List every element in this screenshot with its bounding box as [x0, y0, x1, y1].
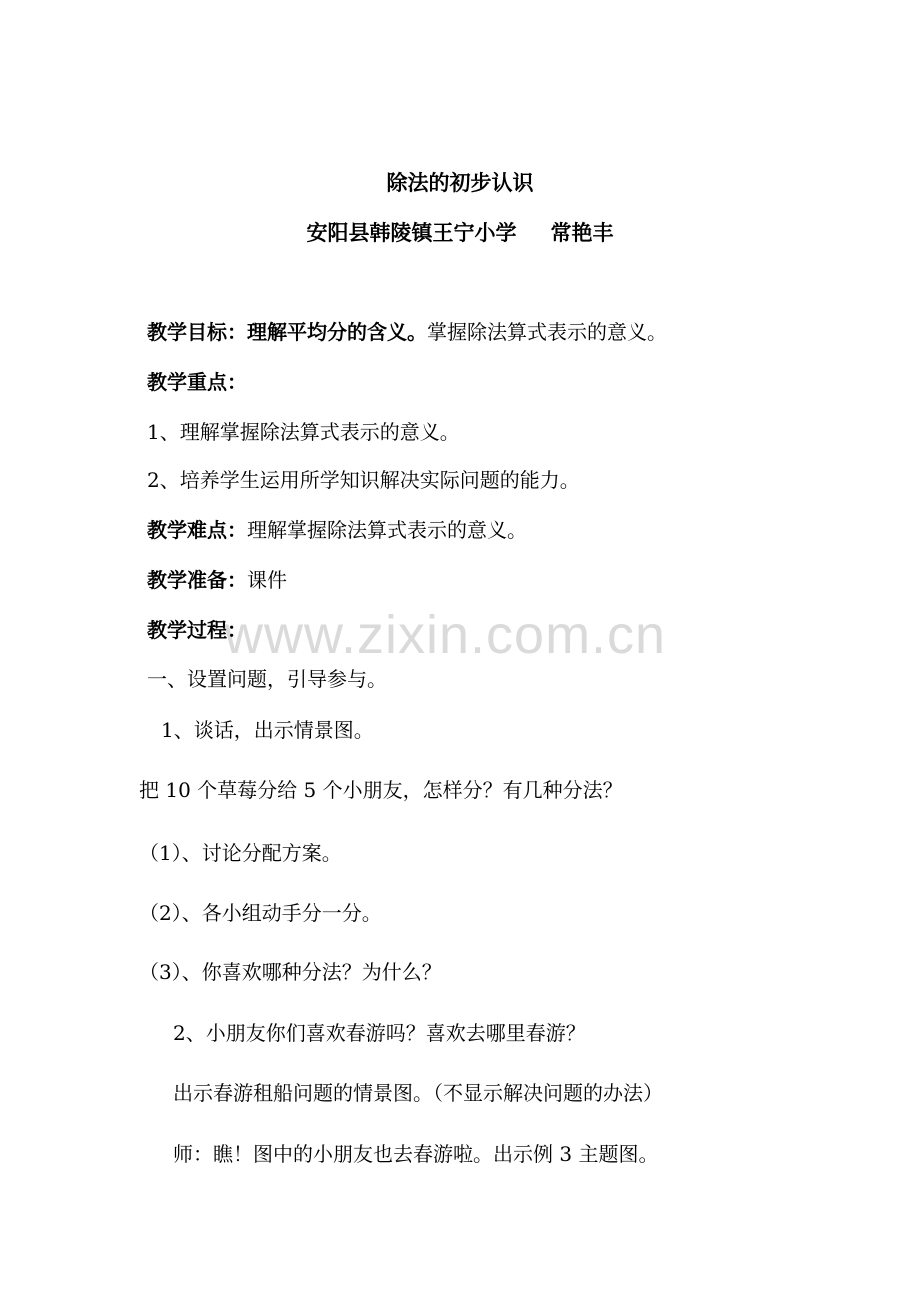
author-name: 常艳丰	[550, 220, 614, 245]
keypoint-2: 2、培养学生运用所学知识解决实际问题的能力。	[147, 468, 580, 492]
show-scene-line: 出示春游租船问题的情景图。（不显示解决问题的办法）	[173, 1081, 663, 1105]
preparation-text: 课件	[247, 568, 287, 592]
objective-line	[147, 319, 667, 345]
process-label: 教学过程：	[147, 618, 247, 642]
author-line	[0, 219, 920, 247]
objective-label: 教学目标：	[147, 320, 247, 344]
item-3: （3）、你喜欢哪种分法？为什么？	[139, 960, 442, 984]
step-2: 2、小朋友你们喜欢春游吗？喜欢去哪里春游？	[173, 1021, 586, 1045]
item-2: （2）、各小组动手分一分。	[139, 901, 382, 925]
preparation-line	[147, 567, 287, 593]
keypoints-label: 教学重点：	[147, 370, 247, 394]
difficulty-label: 教学难点：	[147, 518, 247, 542]
difficulty-line	[147, 517, 527, 543]
question-line: 把 10 个草莓分给 5 个小朋友，怎样分？有几种分法？	[139, 778, 623, 802]
section-1-heading: 一、设置问题，引导参与。	[147, 667, 387, 691]
preparation-label: 教学准备：	[147, 568, 247, 592]
keypoint-1: 1、理解掌握除法算式表示的意义。	[147, 420, 460, 444]
teacher-line: 师：瞧！图中的小朋友也去春游啦。出示例 3 主题图。	[173, 1142, 659, 1166]
objective-bold-text: 理解平均分的含义。	[247, 320, 427, 344]
document-title: 除法的初步认识	[386, 170, 534, 195]
author-school: 安阳县韩陵镇王宁小学	[306, 220, 517, 245]
objective-text: 掌握除法算式表示的意义。	[427, 320, 667, 344]
watermark: www.zixin.com.cn	[224, 605, 667, 665]
step-1: 1、谈话，出示情景图。	[161, 718, 374, 742]
item-1: （1）、讨论分配方案。	[139, 841, 342, 865]
difficulty-text: 理解掌握除法算式表示的意义。	[247, 518, 527, 542]
